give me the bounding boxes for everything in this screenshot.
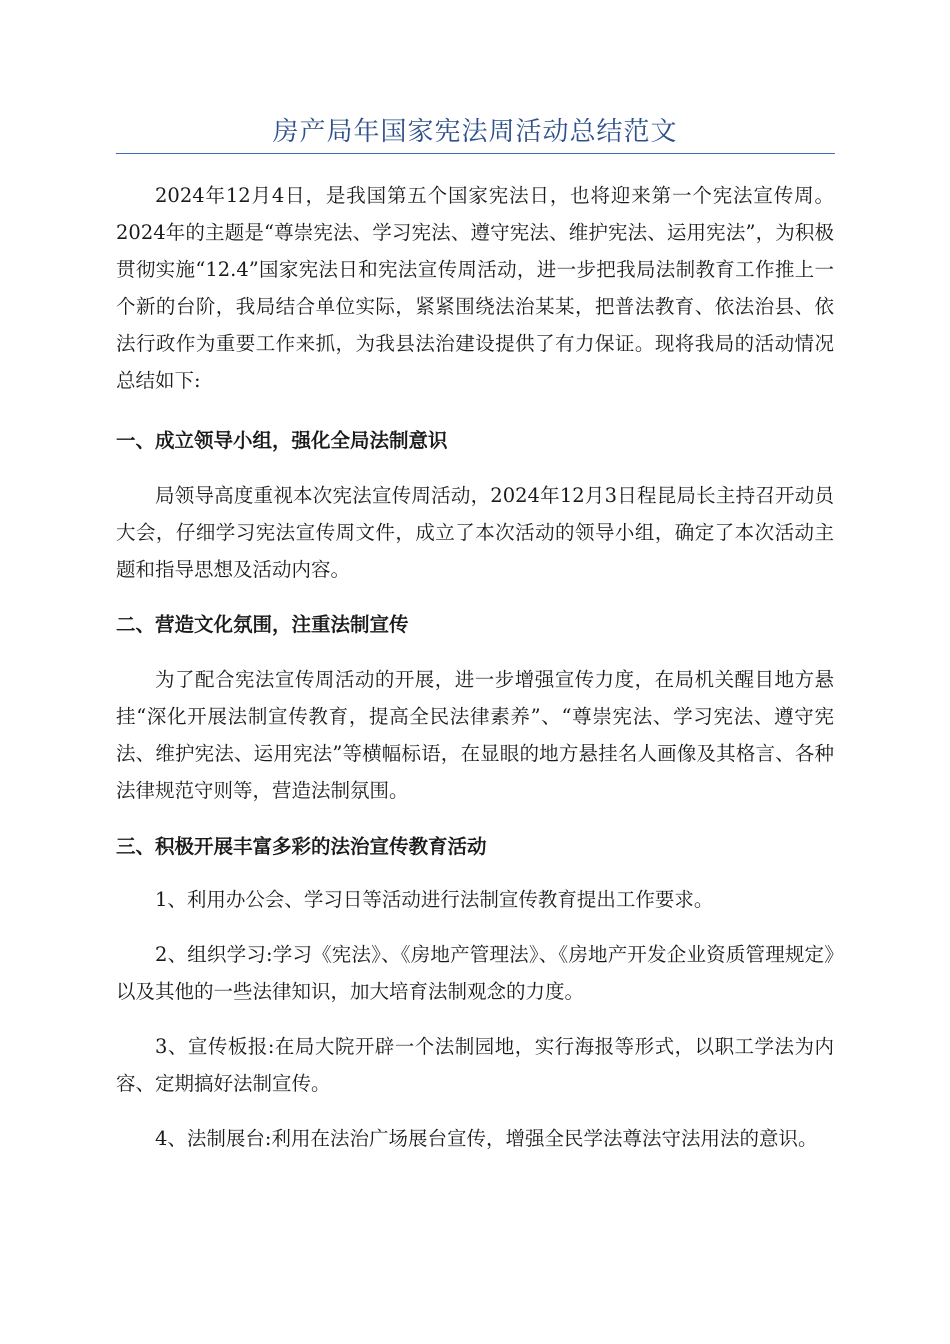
section-2-paragraph: 为了配合宪法宣传周活动的开展，进一步增强宣传力度，在局机关醒目地方悬挂“深化开展法制宣传教育，提高全民法律素养”、“尊崇宪法、学习宪法、遵守宪法、维护宪法、运用宪法”等横幅标语，在显眼的地方悬挂名人画像及其格言、各种法律规范守则等，营造法制氛围。 [116, 668, 834, 802]
section-1-paragraph: 局领导高度重视本次宪法宣传周活动，2024年12月3日程昆局长主持召开动员大会，仔细学习宪法宣传周文件，成立了本次活动的领导小组，确定了本次活动主题和指导思想及活动内容。 [116, 484, 834, 581]
section-3-item-4: 4、法制展台:利用在法治广场展台宣传，增强全民学法尊法守法用法的意识。 [155, 1127, 818, 1150]
section-1-heading: 一、成立领导小组，强化全局法制意识 [116, 429, 448, 452]
section-3-item-1: 1、利用办公会、学习日等活动进行法制宣传教育提出工作要求。 [155, 888, 714, 911]
section-3-heading: 三、积极开展丰富多彩的法治宣传教育活动 [116, 835, 487, 858]
section-3-item-3: 3、宣传板报:在局大院开辟一个法制园地，实行海报等形式，以职工学法为内容、定期搞好法制宣传。 [116, 1035, 834, 1095]
title-underline [116, 153, 835, 154]
section-2-heading: 二、营造文化氛围，注重法制宣传 [116, 613, 409, 636]
document-title: 房产局年国家宪法周活动总结范文 [272, 117, 678, 147]
section-3-item-2: 2、组织学习:学习《宪法》、《房地产管理法》、《房地产开发企业资质管理规定》以及其他的一些法律知识，加大培育法制观念的力度。 [116, 943, 834, 1003]
intro-paragraph: 2024年12月4日，是我国第五个国家宪法日，也将迎来第一个宪法宣传周。2024年的主题是“尊崇宪法、学习宪法、遵守宪法、维护宪法、运用宪法”，为积极贯彻实施“12.4”国家宪法日和宪法宣传周活动，进一步把我局法制教育工作推上一个新的台阶，我局结合单位实际，紧紧围绕法治某某，把普法教育、依法治县、依法行政作为重要工作来抓，为我县法治建设提供了有力保证。现将我局的活动情况总结如下: [116, 184, 834, 392]
